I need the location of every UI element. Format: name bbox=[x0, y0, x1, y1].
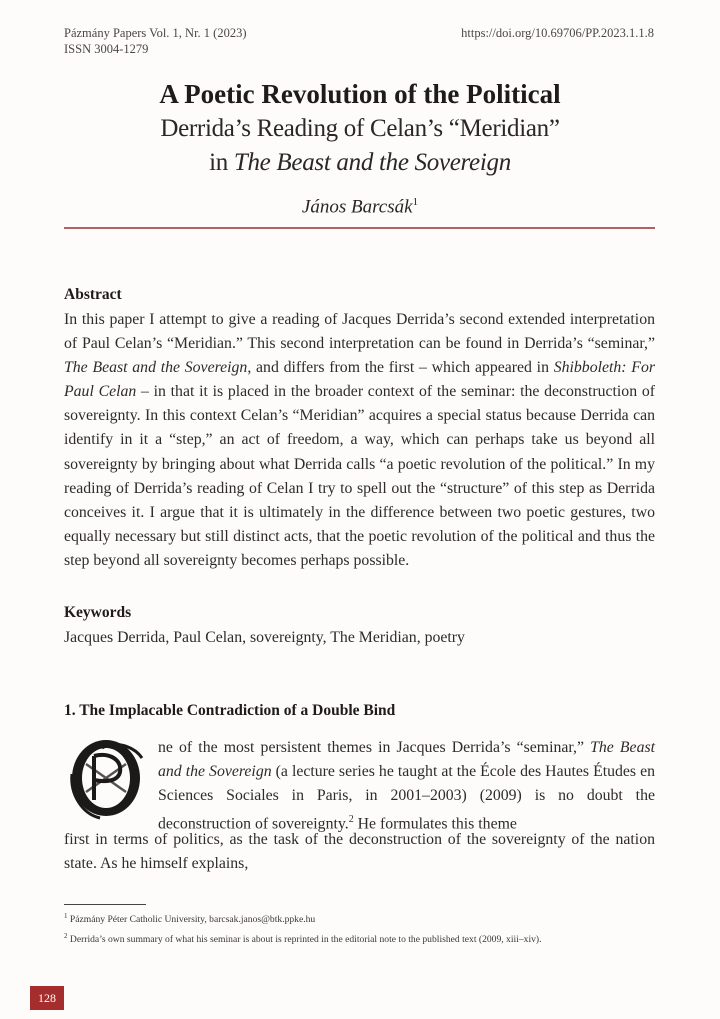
page-number-badge: 128 bbox=[30, 986, 64, 1010]
article-subtitle bbox=[40, 112, 680, 180]
footnote-2 bbox=[64, 930, 542, 946]
section-1-part-1: ne of the most persistent themes in Jacques Derrida’s “seminar,” bbox=[158, 739, 591, 756]
author-line bbox=[40, 190, 680, 219]
dropcap-ornament bbox=[64, 734, 150, 820]
keywords-heading: Keywords bbox=[64, 604, 132, 621]
abstract-italic-2: Shibboleth: For Paul Celan bbox=[64, 359, 655, 401]
footnote-2-mark: 2 bbox=[64, 932, 68, 940]
author-footnote-marker[interactable]: 1 bbox=[412, 196, 419, 208]
subtitle-prefix: in bbox=[209, 149, 234, 176]
doi-link[interactable]: https://doi.org/10.69706/PP.2023.1.1.8 bbox=[461, 26, 654, 40]
section-1-heading: 1. The Implacable Contradiction of a Double Bind bbox=[64, 702, 396, 719]
section-1-continuation: first in terms of politics, as the task of the deconstruction of the sovereignty of the nation state. As he himself explains, bbox=[64, 831, 655, 873]
keywords-text: Jacques Derrida, Paul Celan, sovereignty, The Meridian, poetry bbox=[64, 629, 465, 646]
issn: ISSN 3004-1279 bbox=[64, 42, 149, 56]
title-divider bbox=[64, 227, 655, 229]
footnote-marker-2[interactable]: 2 bbox=[348, 814, 354, 826]
dropcap-o-icon bbox=[64, 734, 150, 820]
section-1-italic: The Beast and the Sovereign bbox=[158, 739, 656, 781]
section-1-opening bbox=[158, 736, 655, 837]
abstract-part-2: , and differs from the first – which appeared in bbox=[247, 359, 554, 377]
section-1-part-2: (a lecture series he taught at the École des Hautes Études en Sciences Sociales in Paris, in 2001–2003) (2009) is no doubt the deconstruction of sovereignty. bbox=[158, 763, 655, 833]
abstract-heading: Abstract bbox=[64, 286, 122, 303]
footnote-2-text: Derrida’s own summary of what his seminar is about is reprinted in the editorial note to the published text (2009, xiii–xiv). bbox=[67, 934, 542, 946]
abstract-text bbox=[64, 308, 655, 573]
section-1-part-3: He formulates this theme bbox=[353, 815, 517, 833]
journal-header bbox=[64, 25, 247, 57]
journal-citation: Pázmány Papers Vol. 1, Nr. 1 (2023) bbox=[64, 26, 247, 40]
subtitle-line-2 bbox=[40, 146, 680, 180]
abstract-part-3: – in that it is placed in the broader context of the seminar: the deconstruction of sovereignty. In this context Celan’s “Meridian” acquires a special status because Derrida can identify in it a “step,” an act of freedom, a way, which can perhaps take us beyond all sovereignty by bringing about what Derrida calls “a poetic revolution of the political.” In my reading of Derrida’s reading of Celan I try to spell out the “structure” of this step as Derrida conceives it. I argue that it is ultimately in the difference between two poetic gestures, two equally necessary but still distinct acts, that the poetic revolution of the political and thus the step beyond all sovereignty becomes perhaps possible. bbox=[64, 383, 655, 569]
footnote-1-mark: 1 bbox=[64, 912, 68, 920]
subtitle-line-1: Derrida’s Reading of Celan’s “Meridian” bbox=[160, 115, 560, 142]
article-title: A Poetic Revolution of the Political bbox=[159, 79, 561, 109]
title-block bbox=[40, 78, 680, 219]
abstract-italic-1: The Beast and the Sovereign bbox=[64, 359, 248, 377]
subtitle-book-title: The Beast and the Sovereign bbox=[233, 149, 511, 176]
footnote-1 bbox=[64, 910, 315, 926]
author-name: János Barcsák bbox=[301, 196, 413, 218]
footnote-1-text: Pázmány Péter Catholic University, barcsak.janos@btk.ppke.hu bbox=[67, 914, 316, 926]
abstract-part-1: In this paper I attempt to give a reading of Jacques Derrida’s second extended interpretation of Paul Celan’s “Meridian.” This second interpretation can be found in Derrida’s “seminar,” bbox=[64, 311, 655, 353]
footnote-divider bbox=[64, 904, 146, 905]
